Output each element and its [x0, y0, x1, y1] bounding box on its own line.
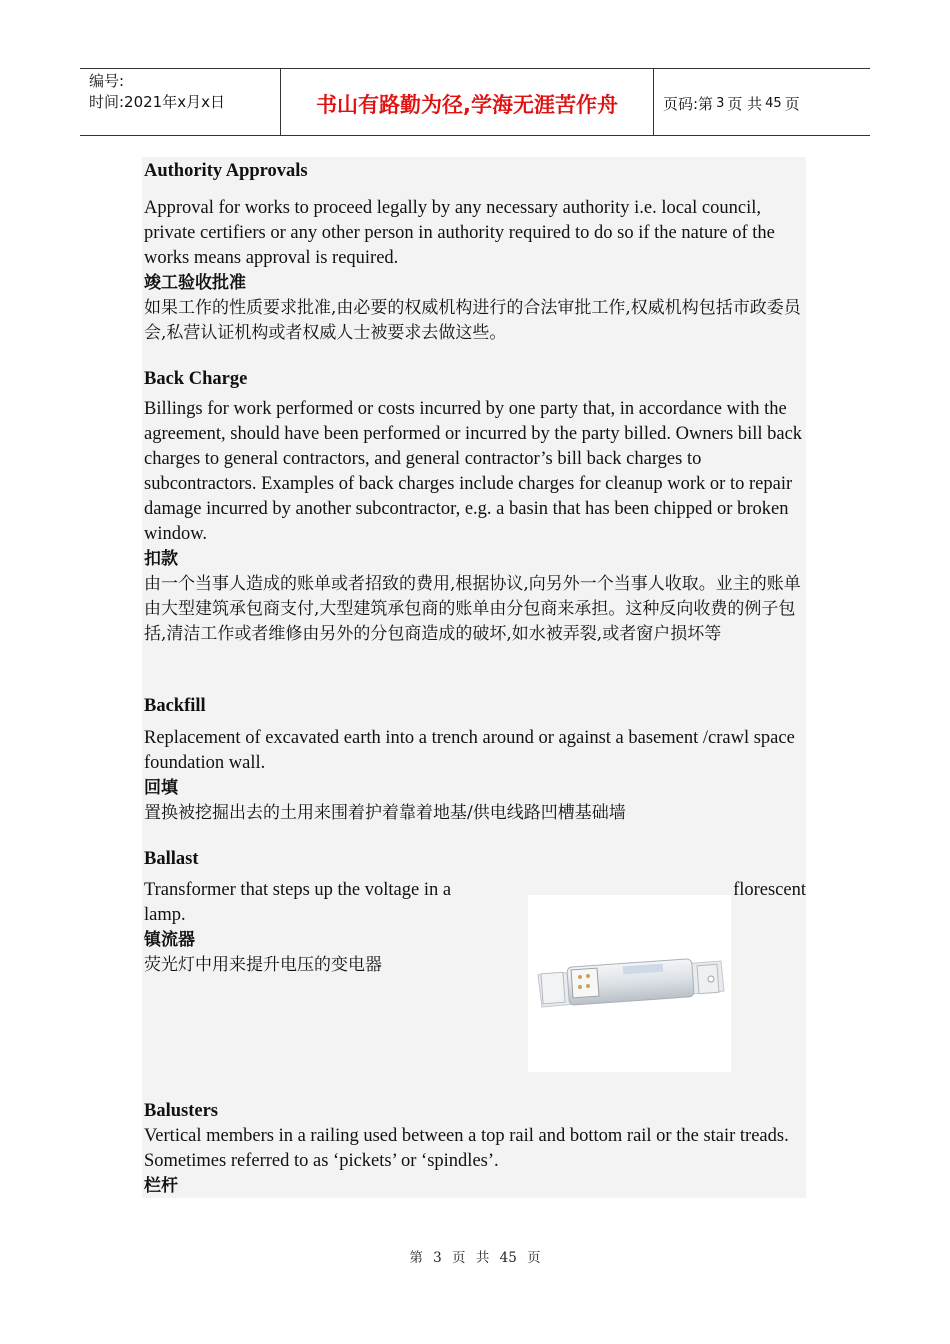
- ballast-icon: [528, 895, 731, 1072]
- footer-middle1: 页: [452, 1250, 466, 1266]
- term-title-zh: 镇流器: [144, 930, 195, 950]
- term-definition-zh: 荧光灯中用来提升电压的变电器: [144, 955, 382, 975]
- footer-suffix: 页: [527, 1250, 541, 1266]
- header-motto: 书山有路勤为径,学海无涯苦作舟: [281, 69, 654, 135]
- term-definition: Approval for works to proceed legally by any necessary authority i.e. local council, private certifiers or any other person in authority required to do so if the nature of the works means approval is required.: [144, 198, 775, 268]
- page-header: [80, 68, 870, 136]
- header-page-number: [654, 69, 870, 135]
- term-title-zh: 栏杆: [144, 1176, 178, 1196]
- footer-middle2: 共: [475, 1250, 490, 1266]
- entry-authority-approvals: [144, 157, 806, 346]
- term-title: Back Charge: [144, 369, 248, 389]
- definition-part-2: florescent: [733, 880, 806, 900]
- page-current: 3: [716, 95, 725, 111]
- entry-balusters: [144, 1099, 806, 1199]
- page-prefix: 页码:第: [663, 94, 714, 113]
- entry-backfill: [144, 694, 806, 826]
- term-title-zh: 回填: [144, 778, 178, 798]
- term-title: Backfill: [144, 696, 206, 716]
- glossary-content: [142, 157, 806, 1198]
- serial-label: 编号:: [89, 72, 125, 90]
- footer-total: 45: [499, 1250, 517, 1266]
- term-definition-zh: 置换被挖掘出去的土用来围着护着靠着地基/供电线路凹槽基础墙: [144, 803, 626, 823]
- term-definition-zh: 如果工作的性质要求批准,由必要的权威机构进行的合法审批工作,权威机构包括市政委员会,私营认证机构或者权威人士被要求去做这些。: [144, 298, 801, 343]
- date-label: 时间:2021年x月x日: [89, 93, 225, 111]
- term-definition: Replacement of excavated earth into a trench around or against a basement /crawl space foundation wall.: [144, 728, 795, 773]
- term-title: Balusters: [144, 1101, 218, 1121]
- header-meta: [80, 69, 281, 135]
- term-definition: Vertical members in a railing used between a top rail and bottom rail or the stair treads. Sometimes referred to as ‘pickets’ or ‘spindles’.: [144, 1126, 789, 1171]
- term-title: Authority Approvals: [144, 161, 308, 181]
- entry-back-charge: [144, 367, 806, 647]
- definition-part-3: lamp.: [144, 905, 186, 925]
- page-middle: 页 共: [727, 94, 763, 113]
- term-title-zh: 扣款: [144, 549, 178, 569]
- page-total: 45: [765, 95, 782, 111]
- definition-part-1: Transformer that steps up the voltage in a: [144, 880, 452, 900]
- term-title-zh: 竣工验收批准: [144, 273, 246, 293]
- ballast-photo: [528, 895, 731, 1072]
- page-footer: [0, 1246, 950, 1266]
- page-suffix: 页: [784, 94, 800, 113]
- term-title: Ballast: [144, 849, 199, 869]
- term-definition: Billings for work performed or costs incurred by one party that, in accordance with the agreement, should have been performed or incurred by the party billed. Owners bill back charges to general contractors, and general contractor’s bill back charges to subcontractors. Examples of back charges include charges for cleanup work or to repair damage incurred by another subcontractor, e.g. a basin that has been chipped or broken window.: [144, 399, 803, 544]
- term-definition-zh: 由一个当事人造成的账单或者招致的费用,根据协议,向另外一个当事人收取。业主的账单由大型建筑承包商支付,大型建筑承包商的账单由分包商来承担。这种反向收费的例子包括,清洁工作或者维修由另外的分包商造成的破坏,如水被弄裂,或者窗户损坏等: [144, 574, 801, 644]
- footer-prefix: 第: [409, 1250, 423, 1266]
- footer-current: 3: [433, 1250, 442, 1266]
